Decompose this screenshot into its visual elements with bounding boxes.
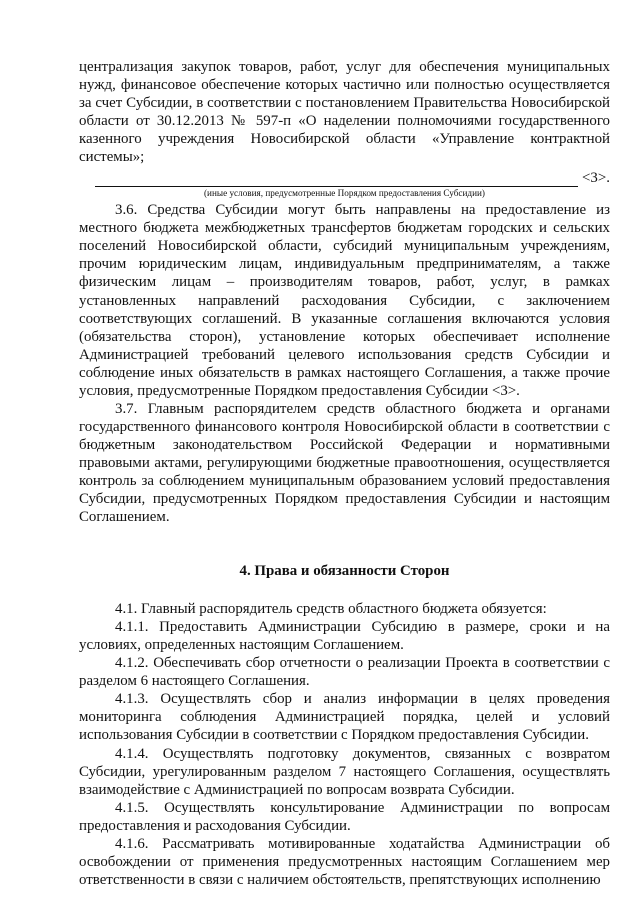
blank-underline — [95, 174, 578, 187]
paragraph-4-1-3: 4.1.3. Осуществлять сбор и анализ информации в целях проведения мониторинга соблюдения Администрацией порядка, целей и условий использования Субсидии в соответствии с Порядком предоставления Субсидии. — [79, 691, 610, 744]
paragraph-4-1-4: 4.1.4. Осуществлять подготовку документов, связанных с возвратом Субсидии, урегулированным разделом 7 настоящего Соглашения, осуществлять взаимодействие с Администрацией по вопросам возврата Субсидии. — [79, 745, 610, 798]
paragraph-4-1: 4.1. Главный распорядитель средств областного бюджета обязуется: — [115, 601, 547, 618]
document-page — [79, 58, 610, 889]
footnote-reference: <3>. — [582, 170, 610, 187]
paragraph-3-6: 3.6. Средства Субсидии могут быть направлены на предоставление из местного бюджета межбюджетных трансфертов бюджетам городских и сельских поселений Новосибирской области, субсидий муниципальным учреждениям, прочим юридическим лицам, индивидуальным предпринимателям, а также физическим лицам – производителям товаров, работ, услуг, в рамках установленных направлений расходования Субсидии, с заключением соответствующих соглашений. В указанные соглашения включаются условия (обязательства сторон), установление которых обеспечивает исполнение Администрацией требований целевого использования средств Субсидии и соблюдение иных обязательств в рамках настоящего Соглашения, а также прочие условия, предусмотренные Порядком предоставления Субсидии <3>. — [79, 202, 610, 399]
paragraph-continuation: централизация закупок товаров, работ, услуг для обеспечения муниципальных нужд, финансовое обеспечение которых частично или полностью осуществляется за счет Субсидии, в соответствии с постановлением Правительства Новосибирской области от 30.12.2013 № 597-п «О наделении полномочиями государственного казенного учреждения Новосибирской области «Управление контрактной системы»; — [79, 59, 610, 166]
blank-line-caption: (иные условия, предусмотренные Порядком предоставления Субсидии) — [204, 188, 485, 199]
paragraph-4-1-1: 4.1.1. Предоставить Администрации Субсидию в размере, сроки и на условиях, определенных настоящим Соглашением. — [79, 619, 610, 654]
paragraph-3-7: 3.7. Главным распорядителем средств областного бюджета и органами государственного финансового контроля Новосибирской области в соответствии с бюджетным законодательством Российской Федерации и нормативными правовыми актами, регулирующими бюджетные правоотношения, осуществляется контроль за соблюдением муниципальным образованием условий предоставления Субсидии, предусмотренных Порядком предоставления Субсидии и настоящим Соглашением. — [79, 400, 610, 526]
paragraph-4-1-2: 4.1.2. Обеспечивать сбор отчетности о реализации Проекта в соответствии с разделом 6 настоящего Соглашения. — [79, 655, 610, 690]
paragraph-4-1-5: 4.1.5. Осуществлять консультирование Администрации по вопросам предоставления и расходования Субсидии. — [79, 799, 610, 834]
paragraph-4-1-6: 4.1.6. Рассматривать мотивированные ходатайства Администрации об освобождении от применения предусмотренных настоящим Соглашением мер ответственности в связи с наличием обстоятельств, препятствующих исполнению — [79, 835, 610, 888]
fill-in-blank-line — [79, 169, 610, 187]
section-title: 4. Права и обязанности Сторон — [239, 563, 450, 580]
